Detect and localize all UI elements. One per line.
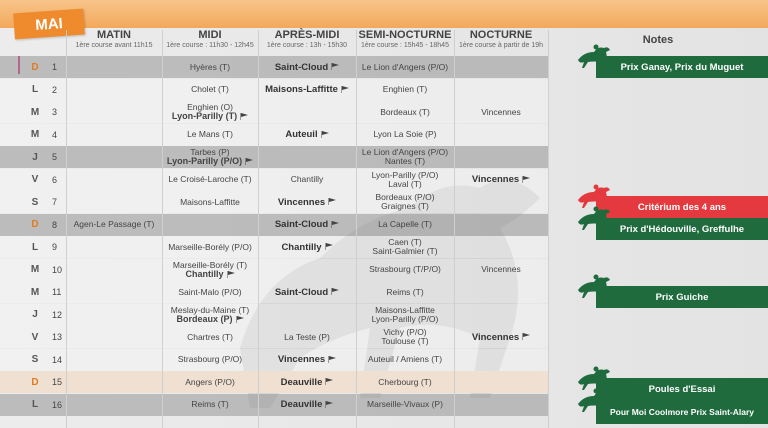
- venue-label: Meslay-du-Maine (T): [170, 304, 250, 315]
- day-number: 5: [52, 152, 58, 162]
- column-subtitle: 1ère course : 13h - 15h30: [266, 42, 348, 49]
- column-divider: [356, 30, 357, 428]
- column-divider: [258, 30, 259, 428]
- race-cell: [66, 79, 162, 101]
- race-cell: [258, 124, 356, 146]
- calendar-row: [0, 191, 548, 213]
- race-cell: [258, 191, 356, 213]
- race-cell: [162, 371, 258, 393]
- calendar-row: [0, 394, 548, 416]
- month-tab: MAI: [13, 9, 85, 40]
- race-cell: [66, 349, 162, 371]
- race-cell: [356, 326, 454, 348]
- venue-label: Angers (P/O): [185, 376, 235, 387]
- venue-label: Vincennes: [258, 198, 356, 207]
- column-title: NOCTURNE: [469, 29, 533, 41]
- day-number: 1: [52, 62, 58, 72]
- race-cell: [66, 326, 162, 348]
- column-subtitle: 1ère course avant 11h15: [75, 42, 153, 49]
- venue-label: Maisons-Laffitte: [258, 85, 356, 94]
- race-cell: [258, 101, 356, 123]
- note-banner: [596, 400, 768, 424]
- day-letter: V: [31, 174, 39, 185]
- horse-jockey-icon: [574, 386, 614, 412]
- race-cell: [356, 236, 454, 258]
- venue-label: Hyères (T): [189, 61, 231, 72]
- venue-label: Graignes (T): [381, 201, 429, 211]
- venue-label: Marseille-Borély (T): [172, 259, 248, 270]
- flag-icon: [328, 198, 336, 205]
- calendar-row: [0, 304, 548, 326]
- race-cell: [454, 304, 548, 326]
- calendar-row: [0, 259, 548, 281]
- race-cell: [356, 259, 454, 281]
- flag-icon: [522, 333, 530, 340]
- flag-icon: [328, 356, 336, 363]
- calendar-row: [0, 169, 548, 191]
- race-cell: [258, 259, 356, 281]
- column-subtitle: 1ère course : 15h45 - 18h45: [361, 42, 449, 49]
- venue-label: Le Croisé-Laroche (T): [168, 174, 252, 184]
- venue-label: Saint-Malo (P/O): [178, 286, 242, 297]
- venue-label: Maisons-Laffitte: [375, 304, 435, 315]
- race-cell: [258, 79, 356, 101]
- calendar-row: [0, 281, 548, 303]
- calendar-row: [0, 101, 548, 123]
- venue-label: Le Lion d'Angers (P/O): [361, 61, 449, 72]
- race-cell: [66, 124, 162, 146]
- day-number: 8: [52, 219, 58, 230]
- flag-icon: [522, 176, 530, 183]
- race-cell: [258, 56, 356, 78]
- day-number: 3: [52, 107, 58, 117]
- venue-label: Bordeaux (P/O): [375, 192, 435, 202]
- race-cell: [162, 281, 258, 303]
- race-cell: [454, 394, 548, 416]
- venue-label: Bordeaux (T): [380, 106, 430, 117]
- column-divider: [548, 30, 549, 428]
- venue-label: Vincennes: [481, 264, 521, 274]
- race-cell: [258, 349, 356, 371]
- race-cell: [356, 394, 454, 416]
- venue-label: Saint-Galmier (T): [372, 246, 438, 256]
- race-cell: [162, 214, 258, 236]
- race-cell: [162, 326, 258, 348]
- column-subtitle: 1ère course à partir de 19h: [458, 42, 544, 49]
- venue-label: Bordeaux (P): [162, 315, 258, 324]
- race-cell: [454, 124, 548, 146]
- flag-icon: [227, 271, 235, 278]
- race-cell: [162, 56, 258, 78]
- note-banner: [596, 378, 768, 400]
- venue-label: Reims (T): [386, 286, 424, 297]
- calendar-row: [0, 236, 548, 258]
- race-cell: [258, 326, 356, 348]
- race-cell: [454, 146, 548, 168]
- flag-icon: [240, 113, 248, 120]
- venue-label: Lyon-Parilly (P/O): [371, 313, 439, 324]
- venue-label: Lyon-Parilly (T): [162, 112, 258, 121]
- race-cell: [162, 169, 258, 191]
- race-cell: [356, 124, 454, 146]
- race-cell: [356, 191, 454, 213]
- venue-label: Deauville: [258, 400, 356, 409]
- race-cell: [258, 169, 356, 191]
- day-letter: D: [31, 61, 39, 73]
- race-cell: [66, 281, 162, 303]
- calendar-row: [0, 124, 548, 146]
- venue-label: Lyon-Parilly (P/O): [371, 169, 439, 180]
- day-letter: S: [31, 354, 39, 365]
- calendar-row: [0, 349, 548, 371]
- venue-label: Chantilly: [290, 174, 324, 184]
- column-title: APRÈS-MIDI: [274, 29, 340, 41]
- day-number: 11: [52, 287, 62, 297]
- race-cell: [66, 214, 162, 236]
- race-cell: [162, 79, 258, 101]
- venue-label: Reims (T): [191, 399, 229, 409]
- race-cell: [162, 349, 258, 371]
- day-letter: L: [31, 241, 39, 253]
- venue-label: Le Lion d'Angers (P/O): [361, 147, 449, 157]
- venue-label: Lyon-Parilly (P/O): [162, 157, 258, 166]
- note-banner: [596, 56, 768, 78]
- race-cell: [66, 101, 162, 123]
- race-cell: [66, 304, 162, 326]
- race-cell: [356, 169, 454, 191]
- flag-icon: [331, 63, 339, 70]
- day-letter: L: [31, 84, 39, 95]
- venue-label: Enghien (O): [187, 102, 233, 112]
- day-number: 2: [52, 84, 58, 95]
- race-cell: [454, 326, 548, 348]
- column-title: SEMI-NOCTURNE: [358, 29, 452, 41]
- note-banner: [596, 286, 768, 308]
- race-cell: [454, 79, 548, 101]
- flag-icon: [325, 378, 333, 385]
- horse-jockey-icon: [574, 204, 614, 230]
- day-number: 6: [52, 174, 58, 185]
- note-banner: [596, 196, 768, 218]
- race-cell: [66, 371, 162, 393]
- venue-label: Chartres (T): [187, 331, 233, 342]
- race-cell: [356, 146, 454, 168]
- race-cell: [66, 169, 162, 191]
- race-cell: [454, 169, 548, 191]
- race-cell: [258, 371, 356, 393]
- venue-label: Vincennes: [454, 333, 548, 342]
- column-divider: [454, 30, 455, 428]
- venue-label: Strasbourg (P/O): [177, 354, 243, 364]
- column-title: MIDI: [198, 29, 222, 41]
- day-letter: J: [32, 309, 38, 320]
- calendar-row: [0, 326, 548, 348]
- venue-label: Tarbes (P): [190, 147, 230, 157]
- day-letter: M: [30, 286, 40, 298]
- column-title: MATIN: [96, 29, 131, 41]
- notes-header: Notes: [642, 34, 674, 46]
- venue-label: Marseille-Borély (P/O): [168, 241, 252, 252]
- venue-label: Chantilly: [162, 270, 258, 279]
- race-cell: [454, 214, 548, 236]
- race-cell: [162, 394, 258, 416]
- day-letter: J: [32, 151, 38, 163]
- race-cell: [162, 304, 258, 326]
- column-subtitle: 1ère course : 11h30 - 12h45: [166, 42, 254, 49]
- race-cell: [454, 259, 548, 281]
- day-letter: M: [30, 129, 40, 140]
- calendar-row: [0, 371, 548, 393]
- venue-label: Nantes (T): [384, 156, 426, 166]
- column-divider: [66, 30, 67, 428]
- column-header: [162, 30, 258, 54]
- race-cell: [356, 214, 454, 236]
- race-cell: [454, 371, 548, 393]
- race-cell: [356, 349, 454, 371]
- race-cell: [356, 371, 454, 393]
- race-cell: [356, 56, 454, 78]
- horse-jockey-icon: [574, 272, 614, 298]
- venue-label: Laval (T): [388, 178, 422, 189]
- venue-label: Vincennes: [258, 355, 356, 364]
- race-cell: [356, 281, 454, 303]
- race-cell: [66, 394, 162, 416]
- calendar-row: [0, 79, 548, 101]
- day-letter: S: [31, 196, 39, 208]
- race-cell: [66, 56, 162, 78]
- race-cell: [162, 236, 258, 258]
- race-cell: [66, 236, 162, 258]
- race-cell: [356, 79, 454, 101]
- venue-label: Deauville: [258, 378, 356, 387]
- race-cell: [258, 146, 356, 168]
- venue-label: Agen-Le Passage (T): [73, 219, 155, 229]
- column-divider: [162, 30, 163, 428]
- calendar-row: [0, 146, 548, 168]
- race-cell: [454, 236, 548, 258]
- venue-label: Toulouse (T): [381, 336, 429, 346]
- calendar-row: [0, 214, 548, 236]
- venue-label: Saint-Cloud: [258, 288, 356, 297]
- top-band: [0, 0, 768, 28]
- day-number: 4: [52, 129, 58, 140]
- race-cell: [66, 191, 162, 213]
- race-cell: [162, 259, 258, 281]
- race-cell: [454, 349, 548, 371]
- day-number: 15: [52, 377, 63, 387]
- day-number: 13: [52, 332, 63, 342]
- venue-label: Le Mans (T): [187, 129, 233, 139]
- flag-icon: [325, 243, 333, 250]
- race-cell: [258, 214, 356, 236]
- venue-label: Saint-Cloud: [258, 63, 356, 72]
- day-number: 10: [52, 264, 63, 275]
- race-cell: [454, 56, 548, 78]
- race-cell: [258, 281, 356, 303]
- race-cell: [66, 259, 162, 281]
- race-cell: [356, 101, 454, 123]
- venue-label: Saint-Cloud: [258, 220, 356, 229]
- venue-label: Vincennes: [481, 106, 521, 117]
- venue-label: Enghien (T): [382, 84, 428, 94]
- venue-label: Maisons-Laffitte: [180, 196, 240, 207]
- day-number: 9: [52, 242, 58, 252]
- note-text: Pour Moi Coolmore Prix Saint-Alary: [609, 406, 755, 417]
- race-cell: [454, 101, 548, 123]
- venue-label: Caen (T): [388, 237, 422, 247]
- day-letter: M: [30, 106, 40, 118]
- flag-icon: [236, 316, 244, 323]
- day-number: 7: [52, 197, 58, 207]
- column-header: [258, 30, 356, 54]
- day-number: 14: [52, 354, 63, 365]
- race-cell: [162, 146, 258, 168]
- race-cell: [258, 236, 356, 258]
- venue-label: Strasbourg (T/P/O): [369, 264, 441, 274]
- day-number: 12: [52, 309, 63, 320]
- column-header: [454, 30, 548, 54]
- venue-label: Cherbourg (T): [378, 376, 432, 387]
- flag-icon: [321, 131, 329, 138]
- venue-label: Marseille-Vivaux (P): [367, 399, 443, 409]
- flag-icon: [245, 158, 253, 165]
- flag-icon: [331, 288, 339, 295]
- day-letter: L: [31, 399, 39, 410]
- race-cell: [356, 304, 454, 326]
- race-cell: [66, 146, 162, 168]
- venue-label: Vincennes: [454, 175, 548, 184]
- column-header: [356, 30, 454, 54]
- note-text: Prix Guiche: [655, 291, 709, 303]
- venue-label: La Teste (P): [284, 331, 330, 342]
- race-cell: [454, 281, 548, 303]
- venue-label: Auteuil: [258, 130, 356, 139]
- horse-jockey-icon: [574, 42, 614, 68]
- race-cell: [258, 394, 356, 416]
- day-number: 16: [52, 399, 63, 410]
- race-cell: [162, 101, 258, 123]
- day-letter: M: [30, 264, 40, 275]
- venue-label: Lyon La Soie (P): [373, 129, 437, 139]
- flag-icon: [341, 86, 349, 93]
- note-text: Prix d'Hédouville, Greffulhe: [619, 223, 745, 235]
- note-text: Poules d'Essai: [648, 383, 716, 395]
- column-header: [66, 30, 162, 54]
- note-banner: [596, 218, 768, 240]
- venue-label: Vichy (P/O): [383, 327, 427, 337]
- venue-label: Cholet (T): [191, 84, 229, 94]
- day-letter: V: [31, 331, 39, 343]
- flag-icon: [325, 401, 333, 408]
- venue-label: Auteuil / Amiens (T): [367, 354, 443, 364]
- race-cell: [454, 191, 548, 213]
- note-text: Prix Ganay, Prix du Muguet: [620, 61, 744, 73]
- race-cell: [258, 304, 356, 326]
- race-cell: [162, 124, 258, 146]
- venue-label: La Capelle (T): [378, 219, 432, 229]
- day-letter: D: [31, 219, 39, 230]
- venue-label: Chantilly: [258, 243, 356, 252]
- race-cell: [162, 191, 258, 213]
- flag-icon: [331, 221, 339, 228]
- day-letter: D: [31, 376, 39, 388]
- calendar-row: [0, 56, 548, 78]
- note-text: Critérium des 4 ans: [637, 201, 727, 213]
